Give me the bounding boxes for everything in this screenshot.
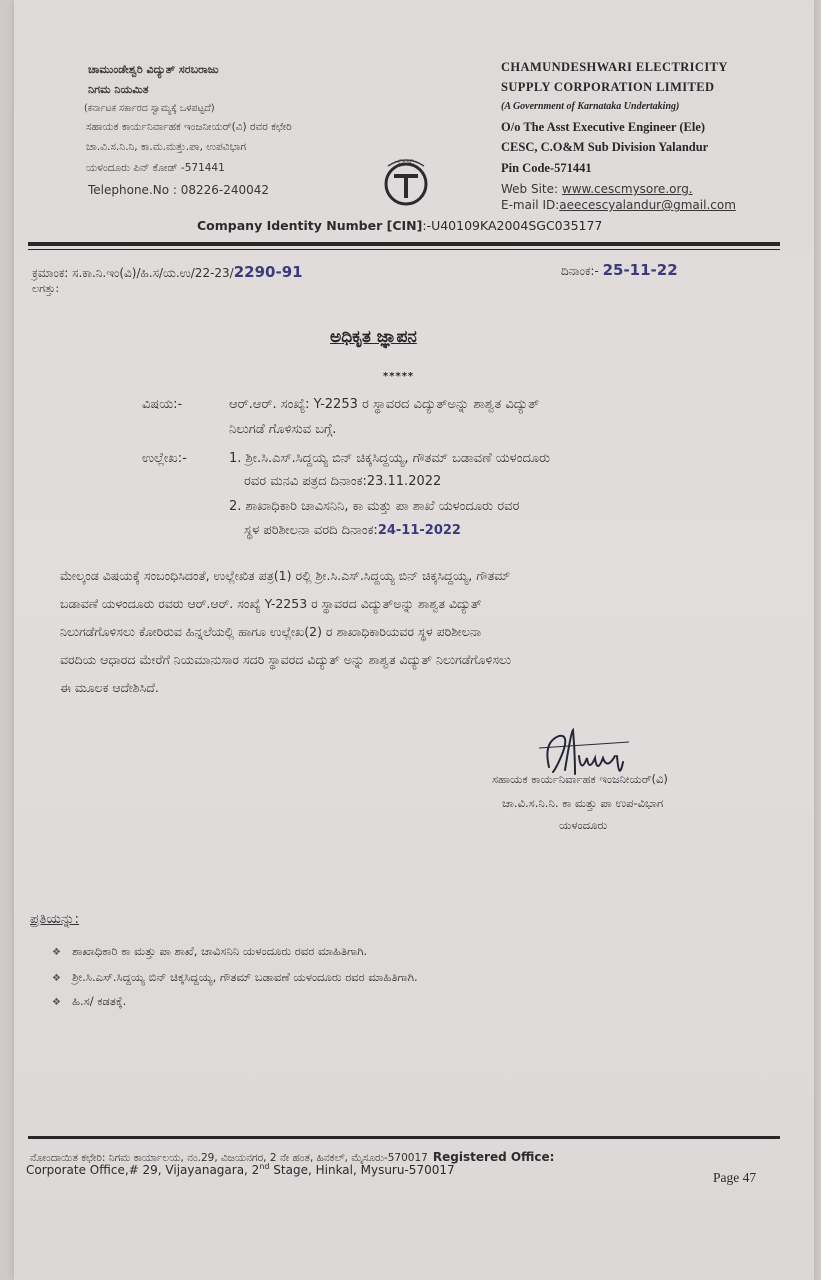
subject-line-1: ಆರ್.ಆರ್. ಸಂಖ್ಯೆ: Y-2253 ರ ಸ್ಥಾವರದ ವಿದ್ಯುತ್‌ಅನ್ನು ಶಾಶ್ವತ ವಿದ್ಯುತ್ (229, 397, 540, 412)
corporate-office-pre: Corporate Office,# 29, Vijayanagara, 2 (26, 1163, 260, 1177)
website-line (501, 182, 693, 196)
document-page (14, 0, 814, 1280)
copies-label: ಪ್ರತಿಯನ್ನು: (30, 911, 80, 927)
page-number: Page 47 (713, 1170, 757, 1185)
reference-1-line-1: 1. ಶ್ರೀ.ಸಿ.ಎಸ್.ಸಿದ್ದಯ್ಯ ಬಿನ್ ಚಿಕ್ಕಸಿದ್ದಯ್ಯ, ಗೌತಮ್ ಬಡಾವಣೆ ಯಳಂದೂರು (229, 451, 551, 466)
references-label: ಉಲ್ಲೇಖ:- (142, 451, 187, 466)
govt-undertaking: (A Government of Karnataka Undertaking) (501, 101, 680, 112)
header-kn-line-6: ಯಳಂದೂರು ಪಿನ್ ಕೋಡ್ -571441 (86, 162, 225, 174)
reference-number-label: ಕ್ರಮಾಂಕ: ಸ.ಕಾ.ನಿ.ಇಂ(ವಿ)/ಹಿ.ಸ/ಯ.ಉ/22-23/ (32, 266, 234, 280)
body-line-4: ವರದಿಯ ಆಧಾರದ ಮೇರೆಗೆ ನಿಯಮಾನುಸಾರ ಸದರಿ ಸ್ಥಾವರದ ವಿದ್ಯುತ್ ಅನ್ನು ಶಾಶ್ವತ ವಿದ್ಯುತ್ ನಿಲುಗಡೆಗೊಳಿಸಲು (60, 652, 512, 667)
copy-item-3 (52, 990, 126, 1009)
signatory-line-3: ಯಳಂದೂರು (559, 818, 608, 832)
office-name: O/o The Asst Executive Engineer (Ele) (501, 120, 706, 134)
header-en-line-2: SUPPLY CORPORATION LIMITED (501, 80, 715, 94)
footer-kn-text: ನೋಂದಾಯಿತ ಕಛೇರಿ: ನಿಗಮ ಕಾರ್ಯಾಲಯ, ನಂ.29, ವಿಜಯನಗರ, 2 ನೇ ಹಂತ, ಹಿನಕಲ್, ಮೈಸೂರು-570017 (30, 1152, 428, 1164)
copy-item-2-text: ಶ್ರೀ.ಸಿ.ಎಸ್.ಸಿದ್ದಯ್ಯ ಬಿನ್ ಚಿಕ್ಕಸಿದ್ದಯ್ಯ, ಗೌತಮ್ ಬಡಾವಣೆ ಯಳಂದೂರು ರವರ ಮಾಹಿತಿಗಾಗಿ. (72, 970, 418, 984)
header-rule-thin (28, 249, 780, 250)
copy-item-1 (52, 940, 367, 959)
body-line-5: ಈ ಮೂಲಕ ಆದೇಶಿಸಿದೆ. (60, 680, 159, 695)
signatory-line-2: ಚಾ.ವಿ.ಸ.ನಿ.ನಿ. ಕಾ ಮತ್ತು ಪಾ ಉಪ-ವಿಭಾಗ (502, 796, 664, 810)
reference-2-hand-date: 24-11-2022 (377, 523, 461, 538)
corporate-office-sup: nd (259, 1162, 270, 1171)
cesc-logo (376, 152, 436, 212)
copy-item-3-text: ಹಿ.ಸ/ ಕಡತಕ್ಕೆ. (72, 994, 127, 1008)
header-kn-line-5: ಚಾ.ವಿ.ಸ.ನಿ.ನಿ, ಕಾ.ಮ.ಮತ್ತು.ಪಾ, ಉಪವಿಭಾಗ (86, 141, 247, 153)
copy-item-1-text: ಶಾಖಾಧಿಕಾರಿ ಕಾ ಮತ್ತು ಪಾ ಶಾಖೆ, ಚಾವಿಸನಿನಿ ಯಳಂದೂರು ರವರ ಮಾಹಿತಿಗಾಗಿ. (72, 944, 368, 958)
website-link[interactable]: www.cescmysore.org. (561, 182, 693, 196)
corporate-office (26, 1162, 455, 1177)
memo-title: ಅಧಿಕೃತ ಜ್ಞಾಪನ (330, 327, 417, 347)
cin-value: :-U40109KA2004SGC035177 (422, 218, 603, 233)
telephone: Telephone.No : 08226-240042 (88, 183, 270, 197)
reference-2-label: ಸ್ಥಳ ಪರಿಶೀಲನಾ ವರದಿ ದಿನಾಂಕ: (244, 523, 378, 538)
cin-label: Company Identity Number (197, 218, 383, 233)
reference-2-line-1: 2. ಶಾಖಾಧಿಕಾರಿ ಚಾವಿಸನಿನಿ, ಕಾ ಮತ್ತು ಪಾ ಶಾಖೆ ಯಳಂದೂರು ರವರ (229, 499, 520, 514)
subject-label: ವಿಷಯ:- (142, 397, 183, 412)
diamond-bullet-icon: ❖ (52, 973, 61, 984)
pin-code: Pin Code-571441 (501, 161, 592, 175)
header-kn-line-4: ಸಹಾಯಕ ಕಾರ್ಯನಿರ್ವಾಹಕ ಇಂಜನೀಯರ್(ವಿ) ರವರ ಕಛೇರಿ (86, 121, 292, 133)
reference-1-line-2: ರವರ ಮನವಿ ಪತ್ರದ ದಿನಾಂಕ:23.11.2022 (244, 474, 442, 489)
reference-date-label: ದಿನಾಂಕ:- (561, 264, 599, 278)
title-stars: ***** (383, 371, 415, 382)
email-link[interactable]: aeecescyalandur@gmail.com (559, 198, 736, 212)
subdivision-name: CESC, C.O&M Sub Division Yalandur (501, 140, 709, 154)
body-line-1: ಮೇಲ್ಕಂಡ ವಿಷಯಕ್ಕೆ ಸಂಬಂಧಿಸಿದಂತೆ, ಉಲ್ಲೇಖಿತ ಪತ್ರ(1) ರಲ್ಲಿ ಶ್ರೀ.ಸಿ.ಎಸ್.ಸಿದ್ದಯ್ಯ ಬಿನ್ ಚಿಕ್ಕಸಿದ್ದಯ್ಯ, ಗೌತಮ್ (60, 568, 511, 583)
corporate-office-post: Stage, Hinkal, Mysuru-570017 (269, 1163, 455, 1177)
logo-letters: CESC (398, 159, 414, 166)
email-label: E-mail ID: (501, 198, 560, 212)
cin-line (197, 218, 602, 233)
diamond-bullet-icon: ❖ (52, 997, 61, 1008)
cin-box: [CIN] (386, 218, 423, 233)
header-kn-line-1: ಚಾಮುಂಡೇಶ್ವರಿ ವಿದ್ಯುತ್ ಸರಬರಾಜು (88, 63, 219, 76)
reference-number-hand: 2290-91 (233, 263, 303, 281)
body-line-3: ನಿಲುಗಡೆಗೊಳಿಸಲು ಕೋರಿರುವ ಹಿನ್ನಲೆಯಲ್ಲಿ ಹಾಗೂ ಉಲ್ಲೇಖ(2) ರ ಶಾಖಾಧಿಕಾರಿಯವರ ಸ್ಥಳ ಪರಿಶೀಲನಾ (60, 624, 482, 639)
diamond-bullet-icon: ❖ (52, 947, 61, 958)
reference-date (561, 261, 678, 279)
reference-2-line-2 (244, 523, 461, 538)
body-line-2: ಬಡಾವಣೆ ಯಳಂದೂರು ರವರು ಆರ್.ಆರ್. ಸಂಖ್ಯೆ Y-2253 ರ ಸ್ಥಾವರದ ವಿದ್ಯುತ್‌ಅನ್ನು ಶಾಶ್ವತ ವಿದ್ಯುತ್ (60, 596, 482, 611)
subject-line-2: ನಿಲುಗಡೆ ಗೊಳಿಸುವ ಬಗ್ಗೆ. (229, 422, 337, 437)
header-kn-line-2: ನಿಗಮ ನಿಯಮಿತ (88, 83, 149, 96)
footer-rule (28, 1136, 780, 1139)
header-kn-line-3: (ಕರ್ನಾಟಕ ಸರ್ಕಾರದ ಸ್ವಾಮ್ಯಕ್ಕೆ ಒಳಪಟ್ಟದೆ) (84, 103, 215, 114)
website-label: Web Site: (501, 182, 559, 196)
registered-office: Registered Office: (432, 1150, 555, 1164)
header-rule-thick (28, 242, 780, 246)
email-line (501, 198, 736, 212)
reference-date-hand: 25-11-22 (602, 261, 678, 279)
reference-number (32, 263, 303, 281)
copy-item-2 (52, 966, 418, 985)
signatory-line-1: ಸಹಾಯಕ ಕಾರ್ಯನಿರ್ವಾಹಕ ಇಂಜನೀಯರ್(ವಿ) (492, 772, 668, 786)
header-en-line-1: CHAMUNDESHWARI ELECTRICITY (501, 60, 728, 74)
enclosure: ಲಗತ್ತು: (32, 282, 60, 295)
